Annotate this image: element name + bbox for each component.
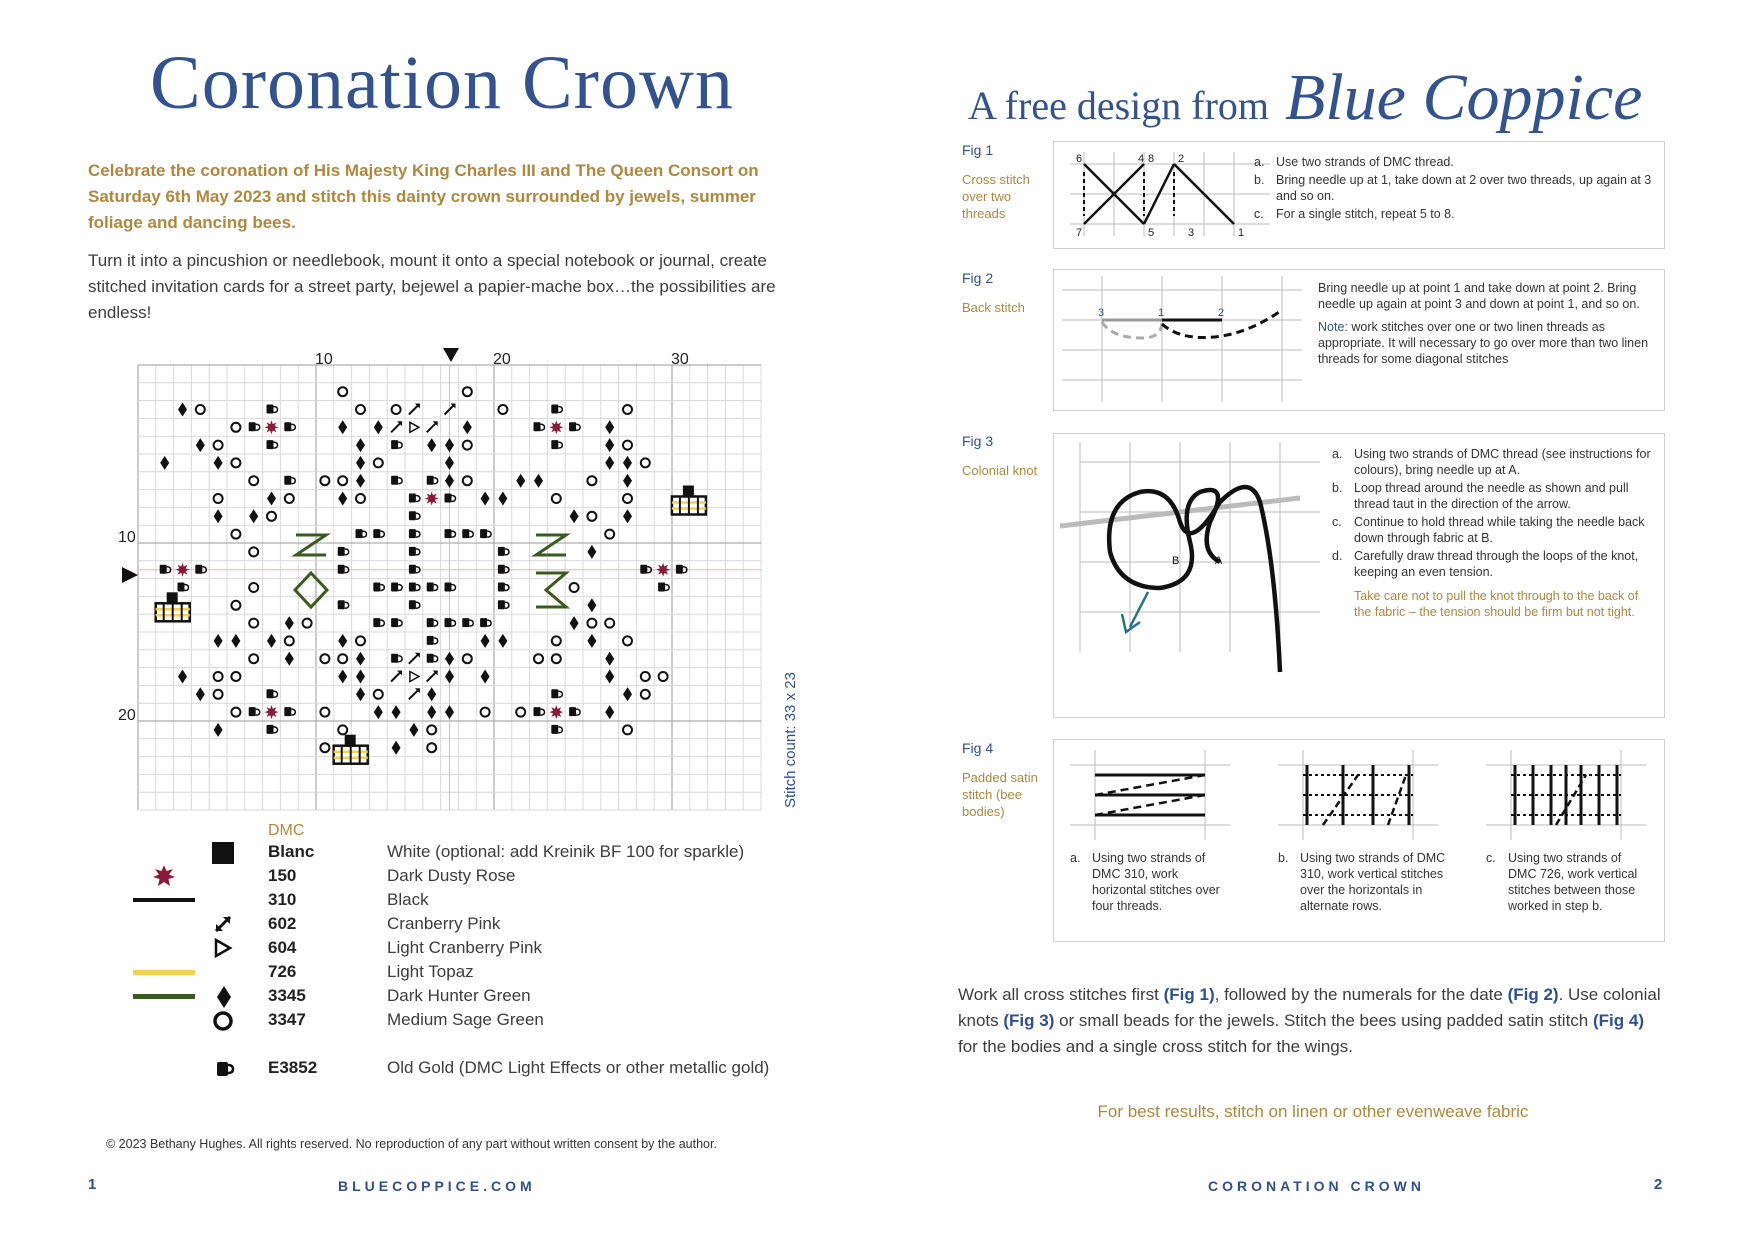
- green-diamond-mark: [285, 616, 294, 630]
- sage-circle-mark: [641, 690, 650, 699]
- sage-circle-mark: [516, 708, 525, 717]
- fig3-desc: Colonial knot: [962, 463, 1038, 478]
- svg-text:2: 2: [1178, 153, 1185, 165]
- sage-circle-mark: [641, 672, 650, 681]
- filled-square-icon: [212, 842, 234, 864]
- sage-circle-mark: [374, 690, 383, 699]
- gold-mug-mark: [445, 583, 456, 592]
- svg-text:4: 4: [1138, 153, 1145, 165]
- green-diamond-mark: [570, 509, 579, 523]
- col-label-10: 10: [315, 351, 333, 368]
- sage-circle-mark: [214, 494, 223, 503]
- fig4-desc: Padded satin stitch (bee bodies): [962, 770, 1038, 819]
- copyright: © 2023 Bethany Hughes. All rights reserved. No reproduction of any part without written consent by the author.: [106, 1137, 717, 1151]
- green-diamond-mark: [214, 456, 223, 470]
- page-title: Coronation Crown: [150, 41, 734, 125]
- gold-mug-mark: [284, 422, 295, 431]
- gold-mug-mark: [480, 529, 491, 538]
- gold-mug-mark: [409, 494, 420, 503]
- stitch-count: Stitch count: 33 x 23: [782, 672, 799, 808]
- svg-text:1: 1: [1158, 307, 1165, 319]
- svg-text:A: A: [1215, 555, 1223, 567]
- gold-mug-mark: [356, 529, 367, 538]
- green-diamond-mark: [338, 670, 347, 684]
- sage-circle-mark: [303, 619, 312, 628]
- fig4a-diagram: [1070, 750, 1230, 840]
- open-circle-icon: [212, 1010, 234, 1032]
- sage-circle-mark: [463, 654, 472, 663]
- green-diamond-mark: [178, 403, 187, 417]
- sage-circle-mark: [570, 583, 579, 592]
- gold-mug-mark: [445, 618, 456, 627]
- gold-mug-mark: [534, 422, 545, 431]
- intro-highlight: Celebrate the coronation of His Majesty King Charles III and The Queen Consort on Saturday 6th May 2023 and stitch this dainty crown surrounded by jewels, summer foliage and dancing bees.: [88, 161, 759, 232]
- green-diamond-mark: [605, 670, 614, 684]
- rose-jewel-mark: [549, 420, 563, 434]
- green-diamond-mark: [445, 652, 454, 666]
- gold-mug-mark: [551, 405, 562, 414]
- gold-mug-mark: [391, 618, 402, 627]
- green-diamond-mark: [587, 634, 596, 648]
- black-line-icon: [133, 898, 195, 902]
- green-diamond-mark: [445, 670, 454, 684]
- green-diamond-mark: [605, 456, 614, 470]
- green-line-icon: [133, 994, 195, 999]
- fig1-desc: Cross stitch over two threads: [962, 172, 1030, 221]
- green-diamond-mark: [623, 687, 632, 701]
- sage-circle-mark: [214, 672, 223, 681]
- sage-circle-mark: [623, 494, 632, 503]
- green-diamond-mark: [178, 670, 187, 684]
- green-diamond-mark: [409, 723, 418, 737]
- diagonal-arrow-icon: [213, 914, 233, 934]
- green-diamond-mark: [534, 474, 543, 488]
- gold-mug-mark: [267, 689, 278, 698]
- sage-circle-mark: [338, 476, 347, 485]
- rose-jewel-mark: [176, 563, 190, 577]
- green-diamond-mark: [374, 705, 383, 719]
- gold-mug-mark: [338, 600, 349, 609]
- cross-stitch-chart: [118, 340, 808, 825]
- sage-circle-mark: [249, 619, 258, 628]
- green-diamond-mark: [356, 456, 365, 470]
- fig2-box: [1053, 269, 1665, 411]
- legend-row-310: 310 Black: [125, 890, 825, 914]
- legend-row-3345: 3345 Dark Hunter Green: [125, 986, 825, 1010]
- gold-mug-mark: [409, 529, 420, 538]
- sage-circle-mark: [231, 458, 240, 467]
- svg-text:6: 6: [1076, 153, 1083, 165]
- legend-row-726: 726 Light Topaz: [125, 962, 825, 986]
- svg-text:3: 3: [1098, 307, 1105, 319]
- gold-mug-mark: [267, 440, 278, 449]
- sage-circle-mark: [392, 405, 401, 414]
- green-diamond-mark: [196, 687, 205, 701]
- gold-mug-mark: [409, 511, 420, 520]
- green-diamond-mark: [374, 420, 383, 434]
- cranberry-arrow-mark: [427, 421, 438, 432]
- fig3-colonial-knot-diagram: [1060, 442, 1320, 704]
- legend-row-604: 604 Light Cranberry Pink: [125, 938, 825, 962]
- gold-mug-mark: [409, 547, 420, 556]
- green-diamond-mark: [427, 705, 436, 719]
- sage-circle-mark: [498, 405, 507, 414]
- gold-mug-mark: [498, 547, 509, 556]
- fig3-box: [1053, 433, 1665, 718]
- sage-circle-mark: [356, 636, 365, 645]
- green-diamond-mark: [356, 474, 365, 488]
- svg-text:3: 3: [1188, 227, 1195, 236]
- green-diamond-mark: [605, 438, 614, 452]
- cranberry-arrow-mark: [409, 688, 420, 699]
- sage-circle-mark: [249, 583, 258, 592]
- sage-circle-mark: [623, 636, 632, 645]
- gold-mug-mark: [551, 440, 562, 449]
- svg-text:7: 7: [1076, 227, 1083, 236]
- sage-circle-mark: [231, 423, 240, 432]
- green-diamond-mark: [516, 474, 525, 488]
- cranberry-arrow-mark: [409, 653, 420, 664]
- fig2-label: Fig 2: [962, 270, 994, 286]
- sage-circle-mark: [338, 725, 347, 734]
- gold-mug-mark: [249, 707, 260, 716]
- fig4b-diagram: [1278, 750, 1438, 840]
- sage-circle-mark: [320, 476, 329, 485]
- green-diamond-mark: [338, 420, 347, 434]
- green-diamond-mark: [196, 438, 205, 452]
- brand-logo-text: Blue Coppice: [1285, 61, 1643, 134]
- gold-mug-mark: [409, 600, 420, 609]
- gold-mug-mark: [462, 529, 473, 538]
- green-diamond-mark: [214, 509, 223, 523]
- sage-circle-mark: [338, 654, 347, 663]
- green-diamond-mark: [445, 705, 454, 719]
- center-marker-top: [443, 348, 459, 362]
- fig2-desc: Back stitch: [962, 300, 1025, 315]
- intro-body: Turn it into a pincushion or needlebook, mount it onto a special notebook or journal, create stitched invitation cards for a street party, bejewel a papier-mache box…the possibilities are endless!: [88, 251, 776, 322]
- sage-circle-mark: [374, 458, 383, 467]
- sage-circle-mark: [552, 654, 561, 663]
- green-diamond-mark: [214, 723, 223, 737]
- green-diamond-mark: [160, 456, 169, 470]
- sage-circle-mark: [231, 601, 240, 610]
- sage-circle-mark: [623, 725, 632, 734]
- svg-text:5: 5: [1148, 227, 1155, 236]
- best-results-tip: For best results, stitch on linen or other evenweave fabric: [1097, 1102, 1529, 1121]
- rose-jewel-mark: [425, 492, 439, 506]
- sage-circle-mark: [214, 441, 223, 450]
- green-diamond-mark: [356, 687, 365, 701]
- gold-mug-mark: [445, 529, 456, 538]
- sage-circle-mark: [623, 405, 632, 414]
- gold-mug-mark: [373, 618, 384, 627]
- rose-jewel-mark: [549, 705, 563, 719]
- gold-mug-mark: [534, 707, 545, 716]
- sage-circle-mark: [231, 708, 240, 717]
- green-diamond-mark: [605, 652, 614, 666]
- gold-mug-mark: [427, 583, 438, 592]
- gold-mug-mark: [178, 583, 189, 592]
- gold-mug-mark: [462, 618, 473, 627]
- numeral-2a: [296, 535, 326, 555]
- gold-mug-mark: [267, 405, 278, 414]
- sage-circle-mark: [285, 636, 294, 645]
- sage-circle-mark: [320, 708, 329, 717]
- sage-circle-mark: [356, 494, 365, 503]
- gold-mug-mark: [498, 583, 509, 592]
- fig4c-step: c. Using two strands of DMC 726, work vertical stitches between those worked in step b.: [1486, 851, 1638, 913]
- sage-circle-mark: [552, 494, 561, 503]
- green-diamond-mark: [481, 670, 490, 684]
- green-diamond-mark: [623, 474, 632, 488]
- sage-circle-mark: [587, 512, 596, 521]
- fig1-box: [1053, 141, 1665, 249]
- fig1-label: Fig 1: [962, 142, 994, 158]
- gold-mug-mark: [427, 476, 438, 485]
- footer-site-link[interactable]: BLUECOPPICE.COM: [338, 1178, 536, 1194]
- gold-mug-mark: [551, 725, 562, 734]
- gold-mug-mark: [427, 618, 438, 627]
- sage-circle-mark: [231, 672, 240, 681]
- col-label-20: 20: [493, 351, 511, 368]
- green-diamond-mark: [605, 705, 614, 719]
- svg-text:1: 1: [1238, 227, 1245, 236]
- numeral-2b: [536, 535, 566, 555]
- gold-mug-mark: [427, 636, 438, 645]
- sage-circle-mark: [552, 636, 561, 645]
- svg-text:B: B: [1172, 555, 1180, 567]
- legend-header: DMC: [268, 822, 305, 839]
- header-subtitle: A free design from: [968, 83, 1270, 128]
- svg-text:8: 8: [1148, 153, 1155, 165]
- green-diamond-mark: [231, 634, 240, 648]
- green-diamond-mark: [338, 634, 347, 648]
- green-diamond-mark: [623, 509, 632, 523]
- brand-header: [968, 60, 1642, 136]
- green-diamond-mark: [249, 509, 258, 523]
- green-diamond-mark: [445, 474, 454, 488]
- fig4-box: [1053, 739, 1665, 942]
- legend-row-e3852: E3852 Old Gold (DMC Light Effects or other metallic gold): [125, 1058, 825, 1082]
- green-diamond-mark: [427, 438, 436, 452]
- mug-icon: [215, 1059, 235, 1079]
- sage-circle-mark: [463, 476, 472, 485]
- page-number-left: 1: [88, 1176, 97, 1193]
- gold-mug-mark: [658, 583, 669, 592]
- sage-circle-mark: [214, 690, 223, 699]
- cranberry-arrow-mark: [427, 671, 438, 682]
- gold-mug-mark: [391, 583, 402, 592]
- sage-circle-mark: [249, 654, 258, 663]
- sage-circle-mark: [320, 743, 329, 752]
- footer-title: CORONATION CROWN: [1208, 1178, 1425, 1194]
- rose-jewel-mark: [265, 705, 279, 719]
- green-diamond-mark: [623, 456, 632, 470]
- sage-circle-mark: [427, 725, 436, 734]
- green-diamond-mark: [356, 438, 365, 452]
- gold-mug-mark: [391, 440, 402, 449]
- green-diamond-mark: [338, 492, 347, 506]
- sage-circle-mark: [641, 458, 650, 467]
- green-diamond-mark: [587, 598, 596, 612]
- legend-row-3347: 3347 Medium Sage Green: [125, 1010, 825, 1034]
- green-diamond-mark: [356, 670, 365, 684]
- sage-circle-mark: [605, 530, 614, 539]
- green-diamond-mark: [605, 420, 614, 434]
- gold-mug-mark: [551, 689, 562, 698]
- gold-mug-mark: [391, 476, 402, 485]
- green-diamond-mark: [481, 634, 490, 648]
- diamond-icon: [215, 985, 233, 1009]
- green-diamond-mark: [445, 438, 454, 452]
- sage-circle-mark: [231, 530, 240, 539]
- gold-mug-mark: [373, 529, 384, 538]
- pink-triangle-mark: [410, 422, 419, 432]
- green-diamond-mark: [498, 492, 507, 506]
- sage-circle-mark: [267, 512, 276, 521]
- green-diamond-mark: [587, 545, 596, 559]
- open-triangle-icon: [213, 938, 233, 958]
- green-diamond-mark: [463, 420, 472, 434]
- fig4-label: Fig 4: [962, 740, 994, 756]
- legend-row-150: 150 Dark Dusty Rose: [125, 866, 825, 890]
- sage-circle-mark: [356, 405, 365, 414]
- sage-circle-mark: [463, 441, 472, 450]
- sage-circle-mark: [338, 387, 347, 396]
- svg-text:2: 2: [1218, 307, 1225, 319]
- cranberry-arrow-mark: [391, 421, 402, 432]
- sage-circle-mark: [249, 547, 258, 556]
- gold-mug-mark: [373, 583, 384, 592]
- sage-circle-mark: [463, 387, 472, 396]
- sage-circle-mark: [587, 476, 596, 485]
- gold-mug-mark: [284, 476, 295, 485]
- green-diamond-mark: [498, 634, 507, 648]
- row-label-20: 20: [118, 707, 136, 724]
- fig4c-diagram: [1486, 750, 1646, 840]
- numeral-0: [295, 573, 327, 607]
- green-diamond-mark: [392, 741, 401, 755]
- fig4b-step: b. Using two strands of DMC 310, work vertical stitches over the horizontals in alternate rows.: [1278, 851, 1446, 913]
- green-diamond-mark: [570, 616, 579, 630]
- legend-row-blanc: Blanc White (optional: add Kreinik BF 100 for sparkle): [125, 842, 825, 866]
- sage-circle-mark: [427, 743, 436, 752]
- gold-mug-mark: [249, 422, 260, 431]
- green-diamond-mark: [392, 705, 401, 719]
- gold-mug-mark: [267, 725, 278, 734]
- gold-mug-mark: [569, 707, 580, 716]
- sage-circle-mark: [534, 654, 543, 663]
- sage-circle-mark: [587, 619, 596, 628]
- green-diamond-mark: [445, 456, 454, 470]
- green-diamond-mark: [356, 652, 365, 666]
- cranberry-arrow-mark: [391, 671, 402, 682]
- gold-mug-mark: [445, 494, 456, 503]
- fig2-back-stitch-diagram: [1062, 276, 1302, 402]
- green-diamond-mark: [427, 687, 436, 701]
- gold-mug-mark: [338, 547, 349, 556]
- sage-circle-mark: [481, 708, 490, 717]
- sage-circle-mark: [196, 405, 205, 414]
- sage-circle-mark: [659, 672, 668, 681]
- gold-mug-mark: [427, 654, 438, 663]
- col-label-30: 30: [671, 351, 689, 368]
- fig3-steps: a. Using two strands of DMC thread (see instructions for colours), bring needle up at A. b. Loop thread around the needle as shown and pull thread taut in the direction of the arrow. c. Continue to hold thread while taking the needle back down through fabric at B. d. Carefully draw thread through the loops of the knot, keeping an even tension. Take care not to pull the knot through to the back of the fabric – the tension should be firm but not tight.: [1332, 447, 1651, 619]
- gold-mug-mark: [409, 583, 420, 592]
- fig1-cross-stitch-diagram: [1070, 152, 1270, 236]
- green-diamond-mark: [267, 492, 276, 506]
- row-label-10: 10: [118, 529, 136, 546]
- sage-circle-mark: [605, 619, 614, 628]
- green-diamond-mark: [481, 492, 490, 506]
- green-diamond-mark: [285, 652, 294, 666]
- gold-mug-mark: [569, 422, 580, 431]
- fig1-steps: a. Use two strands of DMC thread. b. Bring needle up at 1, take down at 2 over two threads, up again at 3 and so on. c. For a single stitch, repeat 5 to 8.: [1254, 155, 1652, 221]
- numeral-3: [536, 573, 566, 607]
- cranberry-arrow-mark: [409, 404, 420, 415]
- sage-circle-mark: [320, 654, 329, 663]
- center-marker-left: [122, 567, 138, 583]
- sage-circle-mark: [285, 494, 294, 503]
- gold-mug-mark: [480, 618, 491, 627]
- legend-row-602: 602 Cranberry Pink: [125, 914, 825, 938]
- fig4a-step: a. Using two strands of DMC 310, work horizontal stitches over four threads.: [1070, 851, 1220, 913]
- sage-circle-mark: [623, 441, 632, 450]
- sage-circle-mark: [249, 476, 258, 485]
- fig3-label: Fig 3: [962, 433, 994, 449]
- rose-jewel-mark: [265, 420, 279, 434]
- page-number-right: 2: [1654, 1176, 1663, 1193]
- summary-paragraph: Work all cross stitches first (Fig 1), followed by the numerals for the date (Fig 2). Use colonial knots (Fig 3) or small beads for the jewels. Stitch the bees using padded satin stitch (Fig 4) for the bodies and a single cross stitch for the wings.: [958, 985, 1661, 1056]
- rose-star-icon: [152, 864, 176, 888]
- pink-triangle-mark: [410, 672, 419, 682]
- gold-mug-mark: [391, 654, 402, 663]
- green-diamond-mark: [214, 634, 223, 648]
- gold-mug-mark: [284, 707, 295, 716]
- yellow-line-icon: [133, 970, 195, 975]
- gold-mug-mark: [498, 600, 509, 609]
- fig3-warning: Take care not to pull the knot through to the back of the fabric – the tension should be firm but not tight.: [1354, 589, 1639, 619]
- green-diamond-mark: [267, 634, 276, 648]
- fig2-instructions: Bring needle up at point 1 and take down at point 2. Bring needle up again at point 3 and down at point 1, and so on. Note: work stitches over one or two linen threads as appropriate. It will necessary to go over more than two linen threads for some diagonal stitches: [1318, 281, 1649, 366]
- rose-jewel-mark: [656, 563, 670, 577]
